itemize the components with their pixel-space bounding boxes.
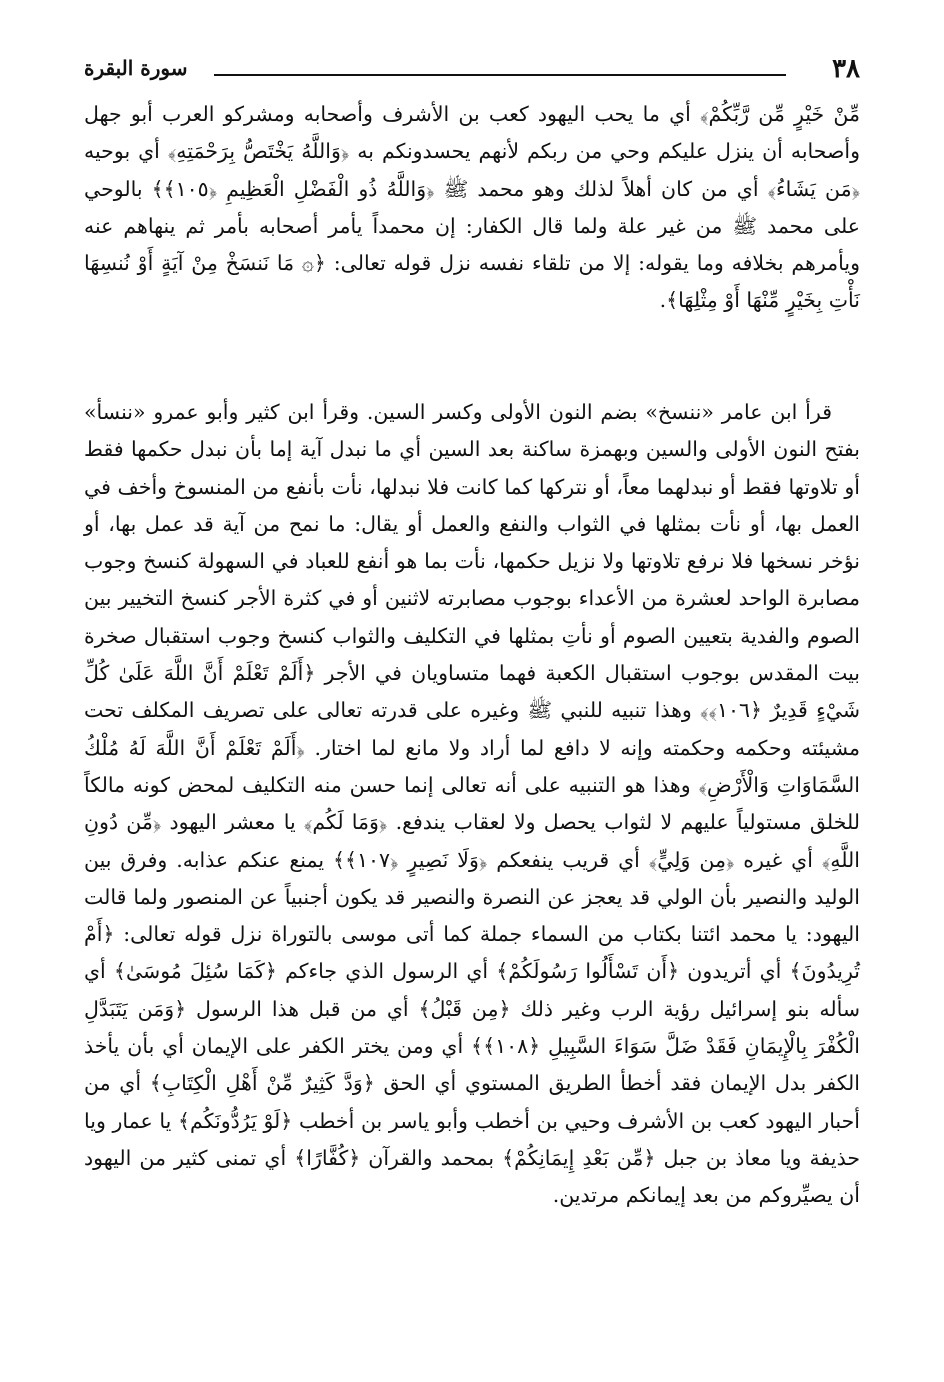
running-header	[84, 44, 860, 84]
surah-title: سورة البقرة	[84, 56, 188, 80]
tafsir-block	[84, 96, 860, 320]
page-number: ٣٨	[832, 54, 860, 84]
commentary-paragraph: قرأ ابن عامر «ننسخ» بضم النون الأولى وكسر السين. وقرأ ابن كثير وأبو عمرو «ننسأ» بفتح النون الأولى والسين وبهمزة ساكنة بعد السين أي ما نبدل آية إما بأن نبدل حكمها فقط أو تلاوتها فقط أو نبدلهما معاً، أو نتركها كما كانت فلا نبدلها، نأت بأنفع من المنسوخ وأخف في العمل بها، أو نأت بمثلها في الثواب والنفع والعمل أو يقال: ما نمح من آية قد عمل بها، أو نؤخر نسخها فلا نرفع تلاوتها ولا نزيل حكمها، نأت بما هو أنفع للعباد في السهولة كنسخ وجوب مصابرة الواحد لعشرة من الأعداء بوجوب مصابرته لاثنين أو في كثرة الأجر كنسخ التخيير بين الصوم والفدية بتعيين الصوم أو نأتِ بمثلها في التكليف والثواب كنسخ وجوب استقبال صخرة بيت المقدس بوجوب استقبال الكعبة فهما متساويان في الأجر ﴿أَلَمْ تَعْلَمْ أَنَّ اللَّهَ عَلَىٰ كُلِّ شَيْءٍ قَدِيرٌ ﴿١٠٦﴾﴾ وهذا تنبيه للنبي ﷺ وغيره على قدرته تعالى على تصريف المكلف تحت مشيئته وحكمه وحكمته وإنه لا دافع لما أراد ولا مانع لما اختار. ﴿أَلَمْ تَعْلَمْ أَنَّ اللَّهَ لَهُ مُلْكُ السَّمَاوَاتِ وَالْأَرْضِ﴾ وهذا هو التنبيه على أنه تعالى إنما حسن منه التكليف لمحض كونه مالكاً للخلق مستولياً عليهم لا لثواب يحصل ولا لعقاب يندفع. ﴿وَمَا لَكُم﴾ يا معشر اليهود ﴿مِّن دُونِ اللَّهِ﴾ أي غيره ﴿مِن وَلِيٍّ﴾ أي قريب ينفعكم ﴿وَلَا نَصِيرٍ ﴿١٠٧﴾﴾ يمنع عنكم عذابه. وفرق بين الوليد والنصير بأن الولي قد يعجز عن النصرة والنصير قد يكون أجنبياً عن المنصور ولما قالت اليهود: يا محمد ائتنا بكتاب من السماء جملة كما أتى موسى بالتوراة نزل قوله تعالى: ﴿أَمْ تُرِيدُونَ﴾ أي أتريدون ﴿أَن تَسْأَلُوا رَسُولَكُمْ﴾ أي الرسول الذي جاءكم ﴿كَمَا سُئِلَ مُوسَىٰ﴾ أي سأله بنو إسرائيل رؤية الرب وغير ذلك ﴿مِن قَبْلُ﴾ أي من قبل هذا الرسول ﴿وَمَن يَتَبَدَّلِ الْكُفْرَ بِالْإِيمَانِ فَقَدْ ضَلَّ سَوَاءَ السَّبِيلِ ﴿١٠٨﴾﴾ أي ومن يختر الكفر على الإيمان أي بأن يأخذ الكفر بدل الإيمان فقد أخطأ الطريق المستوي أي الحق ﴿وَدَّ كَثِيرٌ مِّنْ أَهْلِ الْكِتَابِ﴾ أي من أحبار اليهود كعب بن الأشرف وحيي بن أخطب وأبو ياسر بن أخطب ﴿لَوْ يَرُدُّونَكُم﴾ يا عمار ويا حذيفة ويا معاذ بن جبل ﴿مِّن بَعْدِ إِيمَانِكُمْ﴾ بمحمد والقرآن ﴿كُفَّارًا﴾ أي تمنى كثير من اليهود أن يصيِّروكم من بعد إيمانكم مرتدين.	[84, 400, 860, 1208]
header-rule	[214, 74, 786, 76]
tafsir-paragraph: مِّنْ خَيْرٍ مِّن رَّبِّكُمْ﴾ أي ما يحب اليهود كعب بن الأشرف وأصحابه ومشركو العرب أبو جهل وأصحابه أن ينزل عليكم وحي من ربكم لأنهم يحسدونكم به ﴿وَاللَّهُ يَخْتَصُّ بِرَحْمَتِهِ﴾ أي بوحيه ﴿مَن يَشَاءُ﴾ أي من كان أهلاً لذلك وهو محمد ﷺ ﴿وَاللَّهُ ذُو الْفَضْلِ الْعَظِيمِ ﴿١٠٥﴾﴾ بالوحي على محمد ﷺ من غير علة ولما قال الكفار: إن محمداً يأمر أصحابه بأمر ثم ينهاهم عنه ويأمرهم بخلافه وما يقوله: إلا من تلقاء نفسه نزل قوله تعالى: ﴿۞ مَا نَنسَخْ مِنْ آيَةٍ أَوْ نُنسِهَا نَأْتِ بِخَيْرٍ مِّنْهَا أَوْ مِثْلِهَا﴾.	[84, 102, 860, 313]
commentary-block	[84, 394, 860, 1215]
